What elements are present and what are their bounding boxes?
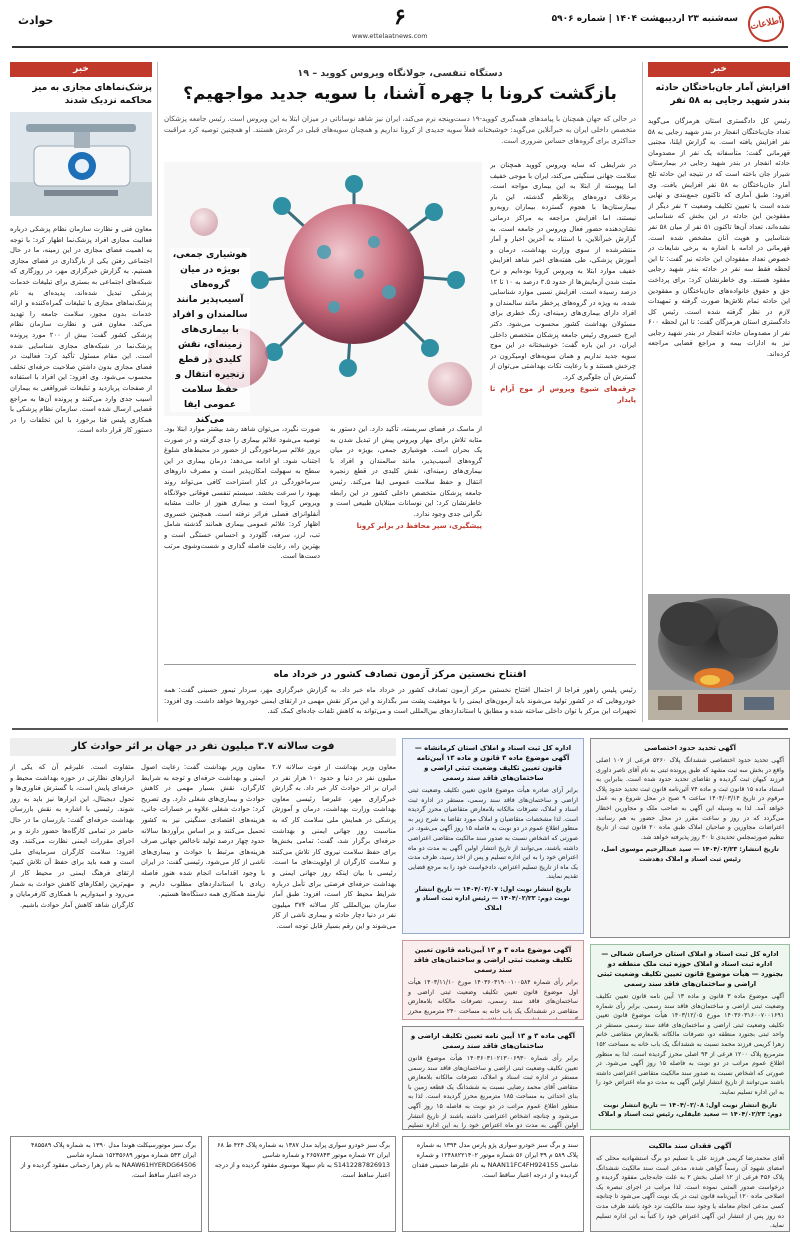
legal-ad <box>402 738 584 934</box>
pull-quote: هوشیاری جمعی، بویژه در میان گروه‌های آسیب‌پذیر مانند سالمندان و افراد با بیماری‌های زمینه‌ای، نقش کلیدی در قطع زنجیره انتقال و حفظ سلامت عمومی ایفا می‌کند <box>170 248 250 412</box>
left-news-body: معاون فنی و نظارت سازمان نظام پزشکی درباره فعالیت مجازی افراد پزشک‌نما اظهار کرد: با توجه به اهمیت فضای مجازی در این زمینه، ما در حال اجتماعی رفتن یکی از بارگذاری در فضای مجازی هستیم. به گزارش خبرگزاری مهر، در روزگاری که شبکه‌های اجتماعی به بستری برای تبلیغات خدمات پزشکی تبدیل شده‌اند، پدیده‌ای به نام پزشک‌نماهای مجازی با تبلیغات گمراه‌کننده و ارائه خدمات بدون مجوز، سلامت جامعه را تهدید می‌کند. معاون فنی و نظارت سازمان نظام پزشکی کشور گفت: بیش از ۲۰۰ مورد پرونده پزشک‌نما در شبکه‌های مجازی شناسایی شده است. این مقام مسئول تأکید کرد: فعالیت در فضای مجازی بدون داشتن صلاحیت حرفه‌ای تخلف محسوب می‌شود. وی افزود: این افراد با استفاده از صفحات پربازدید و تبلیغات غیرواقعی به بیماران آسیب جدی وارد می‌کنند و پرونده آن‌ها به مراجع قضایی ارسال شده است. سازمان نظام پزشکی با همکاری پلیس فتا برخورد با این تخلفات را در دستور کار قرار داده است. <box>10 225 152 435</box>
left-news-column <box>10 62 152 722</box>
article-subhead: جرقه‌های شیوع ویروس از موج آرام تا پایدار <box>490 385 636 405</box>
work-accident-article <box>10 738 396 1130</box>
legal-ad <box>402 940 584 1020</box>
legal-ad <box>590 738 790 938</box>
article-column-2-text: از ماسک در فضای سربسته، تأکید دارد. این دستور به مثابه تلاش برای مهار ویروس پیش از تبدیل شدن به یک بحران است. هوشیاری جمعی، بویژه در میان گروه‌های آسیب‌پذیر، مانند سالمندان و افراد با بیماری‌های زمینه‌ای، نقش کلیدی در قطع زنجیره انتقال و حفظ سلامت عمومی ایفا می‌کند. رئیس جامعه پزشکان متخصص داخلی کشور در این رابطه خاطرنشان کرد: این نوسانات مبتلایان طبیعی است و نگرانی جدی وجود ندارد. <box>330 425 482 518</box>
work-accident-headline[interactable]: فوت سالانه ۳.۷ میلیون نفر در جهان بر اثر حوادث کار <box>10 738 396 756</box>
ad-title: آگهی تحدید حدود اختصاصی <box>644 744 736 752</box>
work-accident-column-right: معاون وزیر بهداشت از فوت سالانه ۲.۷ میلیون نفر در دنیا و حدود ۱۰ هزار نفر در ایران بر اثر حوادث کار خبر داد. به گزارش خبرگزاری مهر، علیرضا رئیسی معاون بهداشت وزارت بهداشت، درمان و آموزش پزشکی در همایش ملی سلامت کار که به مناسبت روز جهانی ایمنی و بهداشت حرفه‌ای برگزار شد، گفت: تمامی بخش‌ها برای حفظ سلامت نیروی کار تلاش می‌کنند و سلامت کارگران از اولویت‌های ما است. رئیسی با بیان اینکه روز جهانی ایمنی و بهداشت حرفه‌ای فرصتی برای تأمل درباره شرایط محیط کار است، افزود: طبق آمار سازمان بین‌المللی کار سالانه ۳۷۴ میلیون نفر در دنیا دچار حادثه و بیماری ناشی از کار می‌شوند و این رقم بسیار قابل توجه است. <box>272 763 396 930</box>
ad-text: برابر رأی شماره ۱۴۰۳۶۰۳۱۹۰۰۱۰۰۵۸۴ مورخ ۱۴۰۳/۱۱/۱۰ هیأت اول موضوع قانون تعیین تکلیف وضعیت ثبتی اراضی و ساختمان‌های فاقد سند رسمی، تصرفات مالکانه بلامعارض متقاضی در ششدانگ یک باب خانه به مساحت ۲۴۰ مترمربع محرز <box>408 979 578 1015</box>
article-subhead: پیشگیری، سپر محافظ در برابر کرونا <box>356 522 482 531</box>
article-headline[interactable]: بازگشت کرونا با چهره آشنا، با سویه جدید مواجهیم؟ <box>183 84 617 104</box>
ad-title: اداره کل ثبت اسناد و املاک استان خراسان شمالی — اداره ثبت اسناد و املاک حوزه ثبت ملک منطقه دو بجنورد — هیأت موضوع قانون تعیین تکلیف وضعیت ثبتی اراضی و ساختمان‌های فاقد سند رسمی <box>597 950 783 988</box>
vehicle-loss-notice: برگ سبز موتورسیکلت هوندا مدل ۱۳۹۰ به شماره پلاک ۴۸۵۵۸۹ ایران ۵۳۳ شماره موتور ۱۵۲۳۵۶۸۹ شماره شاسی NAAW61HYERDG64506 به نام زهرا رحمانی مفقود گردیده و از درجه اعتبار ساقط است. <box>10 1136 202 1232</box>
vehicle-loss-notice: سند و برگ سبز خودرو سواری پژو پارس مدل ۱۳۹۴ به شماره پلاک ۵۸۹ م ۳۹ ایران ۵۶ شماره موتور ۱۲۴۸۸۲۲۱۴۰۲ و شماره شاسی NAAN11FC4FH924155 به نام علیرضا حسینی فقدان گردیده و از درجه اعتبار ساقط است. <box>402 1136 584 1232</box>
article-kicker: دستگاه تنفسی، جولانگاه ویروس کووید – ۱۹ <box>297 68 503 79</box>
crash-test-headline[interactable]: افتتاح نخستین مرکز آزمون تصادف کشور در خرداد ماه <box>273 669 527 680</box>
crash-test-article <box>164 664 636 722</box>
ad-text: آقای محمدرضا کریمی فرزند علی با تسلیم دو برگ استشهادیه محلی که امضای شهود آن رسماً گواهی شده، مدعی است سند مالکیت ششدانگ پلاک ۴۵۶ فرعی از ۱۲ اصلی بخش ۲ به علت جابه‌جایی مفقود گردیده و درخواست صدور المثنی نموده است. لذا مراتب در اجرای تبصره یک اصلاحی ماده ۱۲۰ آیین‌نامه قانون ثبت در یک نوبت آگهی می‌شود تا چنانچه کسی مدعی انجام معامله یا وجود سند مالکیت نزد خود باشد ظرف مدت ده روز پس از انتشار این آگهی اعتراض خود را کتباً به این اداره تسلیم نماید. <box>596 1155 784 1230</box>
masthead-divider <box>12 46 788 48</box>
ad-text: برابر آرای صادره هیأت موضوع قانون تعیین تکلیف وضعیت ثبتی اراضی و ساختمان‌های فاقد سند رسمی، مستقر در اداره ثبت اسناد و املاک، تصرفات مالکانه بلامعارض متقاضیان محرز گردیده است. لذا مشخصات متقاضیان و املاک مورد تقاضا به شرح زیر به منظور اطلاع عموم در دو نوبت به فاصله ۱۵ روز آگهی می‌شود. در صورتی که اشخاص نسبت به صدور سند مالکیت متقاضی اعتراضی داشته باشند، می‌توانند از تاریخ انتشار اولین آگهی به مدت دو ماه اعتراض خود را به این اداره تسلیم و پس از اخذ رسید، ظرف مدت یک ماه از تاریخ تسلیم اعتراض، دادخواست خود را به مرجع قضایی تقدیم نمایند. <box>408 787 578 881</box>
news-tag: خبر <box>648 62 790 77</box>
article-column-1 <box>490 160 636 658</box>
news-tag: خبر <box>10 62 152 77</box>
column-divider <box>642 62 643 722</box>
article-column-1-text: در شرایطی که سایه ویروس کووید همچنان بر سلامت جهانی سنگینی می‌کند، ایران با موجی خفیف اما پیوسته از ابتلا به این بیماری مواجه است. برخلاف دوره‌های پرتلاطم گذشته، این بار بیمارستان‌ها با هجوم گسترده بیماران روبه‌رو نیستند، اما افزایش مراجعه به مراکز درمانی نشان‌دهنده حضور فعال ویروس در جامعه است. به گزارش خبرآنلاین، با استناد به آخرین اخبار و آمار منتشرشده از سوی وزارت بهداشت، درمان و آموزش پزشکی، طی هفته‌های اخیر شاهد افزایش خفیف موارد ابتلا به ویروس کرونا بوده‌ایم و نرخ مثبت شدن آزمایش‌ها از حدود ۳.۵ درصد به ۱۰ تا ۱۲ درصد رسیده است. افزایش نسبی موارد شناسایی شده، به ویژه در گروه‌های پرخطر مانند سالمندان و افراد دارای بیماری‌های زمینه‌ای، زنگ خطری برای مسئولان بهداشت کشور محسوب می‌شود. دکتر ایرج خسروی رئیس جامعه پزشکان متخصص داخلی ایران، در این باره گفت: خوشبختانه در این موج سویه جدید نداریم و همان سویه‌های اومیکرون در چرخش هستند و با رعایت نکات بهداشتی می‌توان از گسترش آن جلوگیری کرد. <box>490 161 636 381</box>
crash-test-body: رئیس پلیس راهور فراجا از احتمال افتتاح نخستین مرکز آزمون تصادف کشور در خرداد ماه خبر داد. به گزارش خبرگزاری مهر، سردار تیمور حسینی گفت: همه خودروهایی که در کشور تولید می‌شوند باید آزمون‌های ایمنی را با موفقیت پشت سر بگذارند و این مرکز نقش مهمی در ارتقای ایمنی خودروها خواهد داشت. وی افزود: تجهیزات این مرکز با توان داخلی ساخته شده و مطابق با استانداردهای بین‌المللی است و می‌تواند به کاهش تلفات جاده‌ای کمک کند. <box>164 686 636 716</box>
section-name: حوادث <box>18 14 54 27</box>
ad-text: آگهی تحدید حدود اختصاصی ششدانگ پلاک ۵۲۶۰ فرعی از ۱۰۷ اصلی واقع در بخش سه ثبت مشهد که طبق پرونده ثبتی به نام آقای ناصر داوری فرزند کیهان ثبت گردیده و تقاضای تحدید حدود شده است. بنابراین به استناد ماده ۱۵ قانون ثبت و ماده ۷۴ آئین‌نامه قانون ثبت تحدید حدود پلاک مرقوم در تاریخ ۱۴۰۴/۰۳/۱۴ ساعت ۹ صبح در محل شروع و به عمل خواهد آمد. لذا به وسیله این آگهی به صاحب ملک و مجاورین اخطار می‌گردد که در روز و ساعت مقرر در محل حضور به هم رسانند. اعتراضات مجاورین و صاحبان املاک طبق ماده ۲۰ قانون ثبت از تاریخ تنظیم صورتمجلس تحدیدی تا ۳۰ روز پذیرفته خواهد شد. <box>596 757 784 841</box>
article-column-2 <box>330 424 482 660</box>
ad-signature: تاریخ انتشار نوبت اول: ۱۴۰۴/۰۲/۰۸ — تاریخ انتشار نوبت دوم: ۱۴۰۴/۰۲/۲۳ — سعید علیقلی، رئیس ثبت اسناد و املاک <box>598 1101 782 1119</box>
explosion-smoke-photo <box>648 594 790 720</box>
ad-title: آگهی ماده ۳ و ۱۳ آیین نامه تعیین تکلیف اراضی و ساختمان‌های فاقد سند رسمی <box>411 1032 575 1050</box>
ad-signature: تاریخ انتشار: ۱۴۰۴/۰۲/۲۳ — سید عبدالرحیم موسوی اصل، رئیس ثبت اسناد و املاک دهدشت <box>601 846 779 863</box>
legal-ad <box>590 1136 790 1232</box>
medical-device-photo <box>10 112 152 216</box>
column-divider <box>157 62 158 722</box>
left-news-headline[interactable]: پزشک‌نماهای مجازی به میز محاکمه نزدیک شدند <box>32 83 152 106</box>
right-news-body: رئیس کل دادگستری استان هرمزگان می‌گوید تعداد جان‌باختگان انفجار در بندر شهید رجایی به ۵۸ نفر افزایش یافته است. به گزارش ایلنا، مجتبی قهرمانی گفت: متأسفانه یک نفر از مصدومان حادثه انفجار در بندر شهید رجایی در بیمارستان شیراز جان باخته است که در نتیجه این حادثه تلخ آمار جان‌باختگان به ۵۸ نفر افزایش یافت. وی افزود: طبق آماری که تاکنون جمع‌بندی و نهایی شده است با تعیین تکلیف وضعیت ۲ نفر دیگر از مفقودین این حادثه در این بخش که شناسایی نشده‌اند، تعداد آن‌ها تاکنون ۵۱ نفر از میان ۵۸ نفر شناسایی و هویت آنان مشخص شده است. قهرمانی در ادامه با اشاره به برخی شایعات در خصوص تعداد مفقودان این حادثه نیز گفت: تا این لحظه فقط سه نفر در حادثه بندر شهید رجایی مفقود هستند. وی خاطرنشان کرد: برای پرداخت حق و حقوق خانواده‌های جان‌باختگان و مفقودین این حادثه تمام تلاش‌ها صورت گرفته و تمهیدات لازم در نظر گرفته شده است. رئیس کل دادگستری استان هرمزگان گفت: تا این لحظه ۶۰۰ نفر از مصدومان حادثه انفجار در بندر شهید رجایی نیز به ادارات بیمه و مراجع قضایی مراجعه کرده‌اند. <box>648 117 790 359</box>
vehicle-loss-notice: برگ سبز خودرو سواری پراید مدل ۱۳۸۷ به شماره پلاک ۴۲۴ ط ۶۸ ایران ۷۲ شماره موتور ۲۶۵۷۸۴۳ و شماره شاسی S1412287826913 به نام سهیلا موسوی مفقود گردیده و از درجه اعتبار ساقط است. <box>208 1136 396 1232</box>
right-news-headline[interactable]: افزایش آمار جان‌باختگان حادثه بندر شهید رجایی به ۵۸ نفر <box>655 83 790 106</box>
work-accident-column-middle: معاون وزیر بهداشت گفت: رعایت اصول ایمنی و بهداشت حرفه‌ای و توجه به شرایط کارگران، نقش بسیار مهمی در کاهش حوادث و بیماری‌های شغلی دارد. وی تصریح کرد: حوادث شغلی علاوه بر خسارات جانی، هزینه‌های اقتصادی سنگینی نیز به کشور تحمیل می‌کنند و بر اساس برآوردها سالانه حدود چهار درصد تولید ناخالص جهانی صرف هزینه‌های مرتبط با حوادث و بیماری‌های ناشی از کار می‌شود. رئیسی گفت: در ایران با وجود اقدامات انجام شده هنوز فاصله زیادی با استانداردهای مطلوب داریم و نیازمند همکاری همه دستگاه‌ها هستیم. <box>141 763 265 899</box>
legal-ad <box>590 944 790 1130</box>
ad-title: آگهی فقدان سند مالکیت <box>648 1142 732 1150</box>
section-divider <box>12 728 788 730</box>
masthead <box>0 0 800 48</box>
article-column-3: صورت نگیرد، می‌توان شاهد رشد بیشتر موارد ابتلا بود. توصیه می‌شود علائم بیماری را جدی گرفته و در صورت بروز علائم سرماخوردگی از حضور در محیط‌های شلوغ اجتناب شود. او ادامه می‌دهد: درمان بیماری در این سطح به سهولت امکان‌پذیر است و مصرف داروهای سرماخوردگی در کنار استراحت کافی می‌تواند روند بهبود را سرعت بخشد. سیستم تنفسی فوقانی جولانگاه ویروس کرونا است و بیماری هنوز از حالت مشابه آنفلوانزای فصلی فراتر نرفته است. همچنین خسروی اظهار کرد: علائم عمومی بیماری همانند گذشته شامل تب، لرز، سرفه، گلودرد و احساس خستگی است و بهترین راه، رعایت فاصله گذاری و شست‌وشوی مرتب دست‌ها است. <box>164 425 320 561</box>
site-url[interactable]: www.ettelaatnews.com <box>352 32 428 40</box>
work-accident-column-left: متفاوت است. علیرغم آن که یکی از ابزارهای نظارتی در حوزه بهداشت محیط و حرفه‌ای پایش است، با گسترش فناوری‌ها و تحول دیجیتال، این ابزارها نیز باید به روز شوند. رئیسی با اشاره به نقش بازرسان بهداشت حرفه‌ای گفت: بازرسان ما در حال حاضر در تمامی کارگاه‌ها حضور دارند و بر اجرای مقررات ایمنی نظارت می‌کنند. وی افزود: سلامت کارگران سرمایه‌ای ملی است و همه باید برای حفظ آن تلاش کنیم؛ ارتقای فرهنگ ایمنی در محیط کار از مهم‌ترین راهکارهای کاهش حوادث به شمار می‌رود و امیدواریم با همکاری کارفرمایان و کارگران شاهد کاهش آمار حوادث باشیم. <box>10 763 134 909</box>
article-lead: در حالی که جهان همچنان با پیامدهای همه‌گیری کووید-۱۹ دست‌وپنجه نرم می‌کند، ایران نیز شاهد نوساناتی در میزان ابتلا به این ویروس است. رئیس جامعه پزشکان متخصص داخلی ایران به خبرآنلاین می‌گوید: خوشبختانه فعلاً سویه جدیدی از کرونا نداریم و همچنان سویه‌های قبلی در گردش هستند. او همچنین توصیه کرد مراقبت حداکثری برای گروه‌های حساس ضروری است. <box>164 115 636 145</box>
page-number: ۶ <box>394 4 406 30</box>
ad-text: آگهی موضوع ماده ۳ قانون و ماده ۱۳ آیین نامه قانون تعیین تکلیف وضعیت ثبتی اراضی و ساختمان‌های فاقد سند رسمی. برابر رأی شماره ۱۴۰۳۶۰۳۱۶۰۰۷۰۰۱۶۹۱ مورخ ۱۴۰۳/۱۲/۰۵ هیأت موضوع قانون تعیین تکلیف وضعیت ثبتی اراضی و ساختمان‌های فاقد سند رسمی مستقر در واحد ثبتی بجنورد منطقه دو، تصرفات مالکانه بلامعارض متقاضی خانم زهرا کریمی فرزند محمد نسبت به ششدانگ یک باب خانه به مساحت ۱۵۲ مترمربع پلاک ۱۲۰۰ فرعی از ۹۴ اصلی محرز گردیده است. لذا به منظور اطلاع عموم مراتب در دو نوبت به فاصله ۱۵ روز آگهی می‌شود. در صورتی که اشخاص نسبت به صدور سند مالکیت متقاضی اعتراضی داشته باشند می‌توانند از تاریخ انتشار اولین آگهی به مدت دو ماه اعتراض خود را به این اداره تسلیم نمایند. <box>596 993 784 1096</box>
issue-date: سه‌شنبه ۲۳ اردیبهشت ۱۴۰۴ | شماره ۵۹۰۶ <box>551 14 738 24</box>
legal-ad <box>402 1026 584 1130</box>
ad-title: آگهی موضوع ماده ۳ و ۱۳ آیین‌نامه قانون تعیین تکلیف وضعیت ثبتی اراضی و ساختمان‌های فاقد سند رسمی <box>413 946 573 974</box>
ad-signature: تاریخ انتشار نوبت اول: ۱۴۰۴/۰۲/۰۷ — تاریخ انتشار نوبت دوم: ۱۴۰۴/۰۲/۲۳ — رئیس اداره ثبت اسناد و املاک <box>415 885 571 912</box>
ad-title: اداره کل ثبت اسناد و املاک استان کرمانشاه — آگهی موضوع ماده ۳ قانون و ماده ۱۳ آیین‌نامه قانون تعیین تکلیف وضعیت ثبتی اراضی و ساختمان‌های فاقد سند رسمی <box>414 744 572 782</box>
newspaper-logo: اطلاعات <box>745 3 788 46</box>
right-news-column <box>648 62 790 722</box>
ad-text: برابر رأی شماره ۱۴۰۳۶۰۳۱۰۲۱۳۰۰۶۹۳۰ هیأت موضوع قانون تعیین تکلیف وضعیت ثبتی اراضی و ساختمان‌های فاقد سند رسمی مستقر در اداره ثبت اسناد و املاک، تصرفات مالکانه بلامعارض متقاضی آقای محمد رضایی نسبت به ششدانگ یک قطعه زمین با بنای احداثی به مساحت ۱۸۵ مترمربع محرز گردیده است. لذا به منظور اطلاع عموم مراتب در دو نوبت به فاصله ۱۵ روز آگهی می‌شود و چنانچه اشخاص اعتراضی داشته باشند از تاریخ انتشار اولین آگهی به مدت دو ماه اعتراض خود را به این اداره تسلیم <box>408 1055 578 1130</box>
main-article <box>164 62 636 662</box>
